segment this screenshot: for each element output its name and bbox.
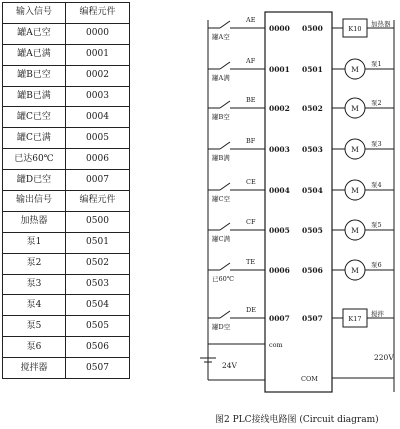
input-address: 0007 [269,314,290,323]
signal-cell: 输入信号 [3,3,66,24]
switch-contact [220,142,230,149]
element-cell: 0002 [66,65,130,86]
element-cell: 0500 [66,211,130,232]
input-label: 罐A满 [212,74,230,82]
switch-name: AE [246,16,256,24]
signal-cell: 罐D已空 [3,170,66,191]
input-label: 罐C空 [212,195,230,203]
switch-contact [220,311,230,318]
signal-cell: 输出信号 [3,191,66,212]
input-label: 罐C满 [212,235,230,243]
motor-letter: M [351,65,359,74]
output-address: 0505 [302,226,323,235]
switch-contact [220,101,230,108]
input-address: 0000 [269,24,290,33]
ac-tilde: ~ [352,196,358,204]
signal-cell: 罐A已满 [3,44,66,65]
signal-cell: 加热器 [3,211,66,232]
switch-name: BE [246,96,256,104]
signal-cell: 泵4 [3,295,66,316]
switch-name: AF [246,57,256,65]
ac-tilde: ~ [352,114,358,122]
output-label: 泵6 [371,261,382,269]
input-label: 罐B满 [212,154,230,162]
switch-name: CF [246,218,256,226]
signal-cell: 泵1 [3,232,66,253]
output-label: 泵5 [371,221,382,229]
element-cell: 0504 [66,295,130,316]
relay-name: K17 [348,315,362,323]
signal-cell: 泵3 [3,274,66,295]
signal-cell: 泵2 [3,253,66,274]
ac-supply-label: 220V [374,353,394,362]
signal-cell: 罐B已满 [3,86,66,107]
switch-contact [220,62,230,69]
switch-contact [220,21,230,28]
switch-contact [220,183,230,190]
signal-cell: 罐B已空 [3,65,66,86]
input-address: 0005 [269,226,290,235]
signal-cell: 泵5 [3,316,66,337]
ac-tilde: ~ [352,236,358,244]
input-address: 0002 [269,104,290,113]
output-address: 0507 [302,314,323,323]
dc-supply-label: 24V [222,361,237,370]
element-cell: 0001 [66,44,130,65]
output-address: 0501 [302,65,323,74]
signal-cell: 罐C已空 [3,107,66,128]
element-cell: 编程元件 [66,191,130,212]
output-label: 搅拌 [371,310,384,318]
motor-letter: M [351,186,359,195]
switch-name: TE [246,258,256,266]
switch-name: BF [246,137,256,145]
signal-cell: 泵6 [3,337,66,358]
element-cell: 0502 [66,253,130,274]
output-label: 泵4 [371,181,382,189]
motor-letter: M [351,226,359,235]
switch-contact [220,263,230,270]
signal-cell: 罐A已空 [3,23,66,44]
element-cell: 0507 [66,358,130,379]
input-label: 已60℃ [212,275,235,283]
signal-cell: 搅拌器 [3,358,66,379]
signal-cell: 已达60℃ [3,149,66,170]
motor-letter: M [351,104,359,113]
ac-tilde: ~ [352,155,358,163]
switch-name: CE [246,178,256,186]
signal-cell: 罐C已满 [3,128,66,149]
input-address: 0004 [269,186,290,195]
input-address: 0006 [269,266,290,275]
output-address: 0500 [302,24,323,33]
output-label: 泵2 [371,99,382,107]
relay-name: K10 [348,25,362,33]
switch-name: DE [246,306,256,314]
motor-letter: M [351,266,359,275]
motor-letter: M [351,145,359,154]
output-label: 泵1 [371,60,382,68]
input-com-label: com [269,341,283,349]
element-cell: 0503 [66,274,130,295]
output-label: 泵3 [371,140,382,148]
input-address: 0001 [269,65,290,74]
element-cell: 0005 [66,128,130,149]
ac-tilde: ~ [352,276,358,284]
element-cell: 0007 [66,170,130,191]
input-address: 0003 [269,145,290,154]
input-label: 罐D空 [212,323,231,331]
ac-tilde: ~ [352,75,358,83]
element-cell: 0006 [66,149,130,170]
element-cell: 0501 [66,232,130,253]
output-com-label: COM [301,375,318,383]
input-label: 罐B空 [212,113,230,121]
element-cell: 0505 [66,316,130,337]
output-address: 0502 [302,104,323,113]
output-address: 0503 [302,145,323,154]
input-label: 罐A空 [212,33,230,41]
output-address: 0504 [302,186,323,195]
output-address: 0506 [302,266,323,275]
figure-caption: 图2 PLC接线电路图 (Circuit diagram) [215,415,379,425]
output-label: 加热器 [371,20,391,28]
switch-contact [220,223,230,230]
element-cell: 0506 [66,337,130,358]
element-cell: 编程元件 [66,3,130,24]
element-cell: 0000 [66,23,130,44]
element-cell: 0004 [66,107,130,128]
element-cell: 0003 [66,86,130,107]
